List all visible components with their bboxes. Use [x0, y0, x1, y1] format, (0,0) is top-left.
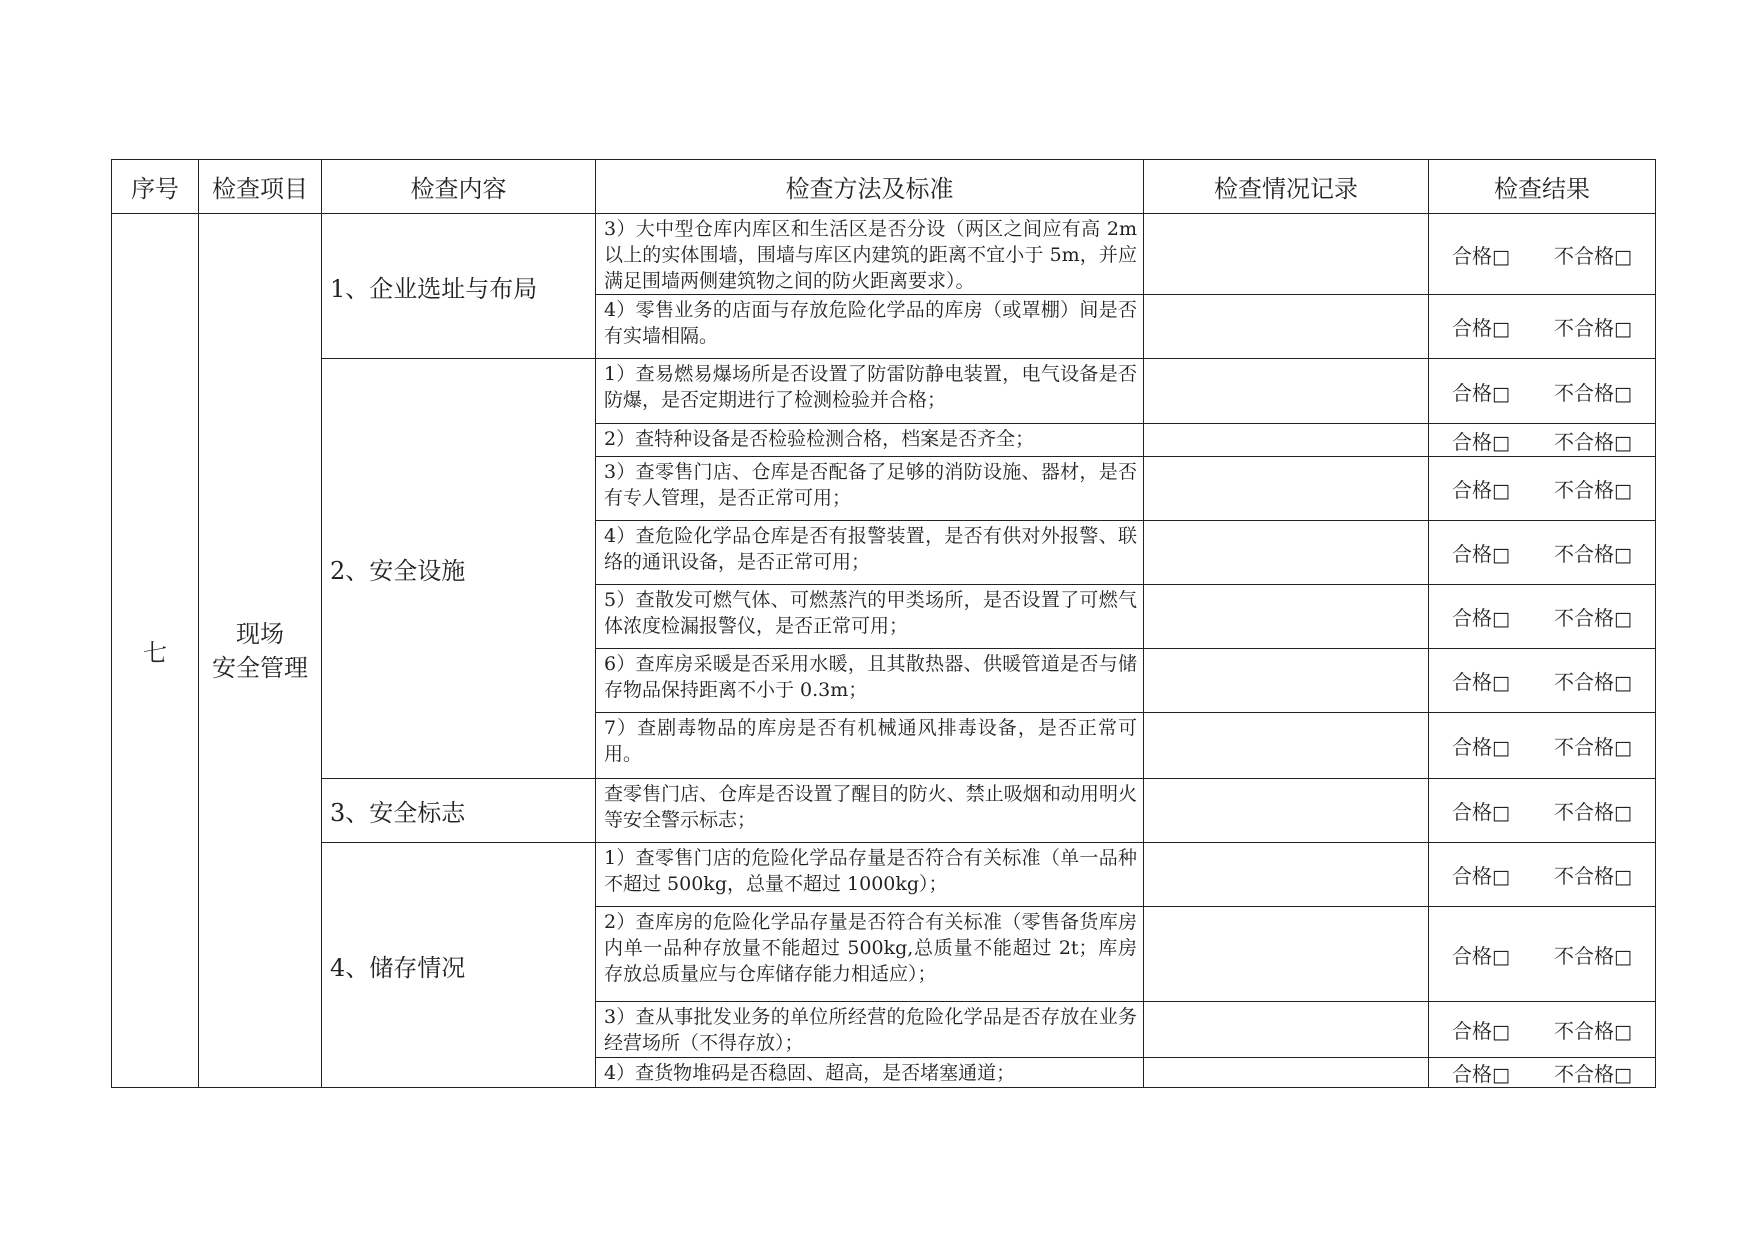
- pass-label: 合格: [1452, 316, 1493, 340]
- fail-option[interactable]: [1554, 430, 1632, 454]
- result-cell: [1429, 649, 1656, 713]
- fail-checkbox[interactable]: □: [1614, 544, 1632, 566]
- method-cell: [596, 1002, 1144, 1058]
- fail-option[interactable]: [1554, 864, 1632, 888]
- pass-label: 合格: [1452, 1019, 1493, 1043]
- method-text: 2）查库房的危险化学品存量是否符合有关标准（零售备货库房内单一品种存放量不能超过 500kg,总质量不能超过 2t；库房存放总质量应与仓库储存能力相适应）；: [604, 911, 1137, 985]
- result-cell: [1429, 585, 1656, 649]
- pass-checkbox[interactable]: □: [1492, 431, 1510, 454]
- record-cell[interactable]: [1144, 521, 1429, 585]
- method-text: 查零售门店、仓库是否设置了醒目的防火、禁止吸烟和动用明火等安全警示标志；: [604, 783, 1137, 831]
- header-method: 检查方法及标准: [596, 160, 1144, 214]
- method-cell: [596, 843, 1144, 907]
- fail-label: 不合格: [1554, 316, 1614, 340]
- record-cell[interactable]: [1144, 907, 1429, 1002]
- header-record: 检查情况记录: [1144, 160, 1429, 214]
- method-text: 4）查货物堆码是否稳固、超高，是否堵塞通道；: [604, 1062, 1016, 1084]
- fail-option[interactable]: [1554, 944, 1632, 968]
- method-cell: [596, 779, 1144, 843]
- fail-checkbox[interactable]: □: [1614, 802, 1632, 824]
- table-row: [112, 843, 1656, 907]
- method-cell: [596, 649, 1144, 713]
- result-cell: [1429, 843, 1656, 907]
- header-row: [112, 160, 1656, 214]
- fail-checkbox[interactable]: □: [1614, 1064, 1632, 1086]
- fail-label: 不合格: [1554, 606, 1614, 630]
- record-cell[interactable]: [1144, 214, 1429, 295]
- fail-checkbox[interactable]: □: [1614, 945, 1632, 968]
- fail-checkbox[interactable]: □: [1614, 245, 1632, 268]
- fail-checkbox[interactable]: □: [1614, 382, 1632, 405]
- item-line-2: 安全管理: [212, 653, 308, 682]
- table-row: [112, 359, 1656, 424]
- pass-checkbox[interactable]: □: [1492, 1064, 1510, 1086]
- fail-option[interactable]: [1554, 316, 1632, 340]
- pass-label: 合格: [1452, 429, 1493, 454]
- table-row: [112, 214, 1656, 295]
- fail-option[interactable]: [1554, 478, 1632, 502]
- result-cell: [1429, 779, 1656, 843]
- record-cell[interactable]: [1144, 779, 1429, 843]
- fail-label: 不合格: [1554, 735, 1614, 759]
- record-cell[interactable]: [1144, 1058, 1429, 1088]
- header-item: 检查项目: [199, 160, 322, 214]
- pass-option[interactable]: [1452, 377, 1510, 406]
- fail-label: 不合格: [1554, 380, 1614, 405]
- content-cell: 3、安全标志: [322, 779, 596, 843]
- fail-option[interactable]: [1554, 244, 1632, 268]
- result-cell: [1429, 1002, 1656, 1058]
- item-cell: [199, 214, 322, 1088]
- method-text: 2）查特种设备是否检验检测合格，档案是否齐全；: [604, 428, 1035, 450]
- fail-label: 不合格: [1554, 429, 1614, 454]
- method-text: 1）查易燃易爆场所是否设置了防雷防静电装置，电气设备是否防爆，是否定期进行了检测检验并合格；: [604, 363, 1137, 411]
- fail-option[interactable]: [1554, 606, 1632, 630]
- record-cell[interactable]: [1144, 457, 1429, 521]
- pass-checkbox[interactable]: □: [1492, 608, 1510, 630]
- method-text: 3）查零售门店、仓库是否配备了足够的消防设施、器材，是否有专人管理，是否正常可用；: [604, 461, 1137, 509]
- method-cell: [596, 521, 1144, 585]
- pass-label: 合格: [1452, 864, 1493, 888]
- record-cell[interactable]: [1144, 424, 1429, 457]
- fail-label: 不合格: [1554, 943, 1614, 968]
- method-text: 1）查零售门店的危险化学品存量是否符合有关标准（单一品种不超过 500kg，总量不超过 1000kg）；: [604, 847, 1137, 895]
- fail-option[interactable]: [1554, 1062, 1632, 1086]
- pass-option[interactable]: [1452, 731, 1510, 760]
- pass-label: 合格: [1452, 943, 1493, 968]
- pass-label: 合格: [1452, 1062, 1493, 1086]
- pass-option[interactable]: [1452, 860, 1510, 889]
- pass-label: 合格: [1452, 735, 1493, 759]
- pass-option[interactable]: [1452, 1058, 1510, 1087]
- pass-checkbox[interactable]: □: [1492, 802, 1510, 824]
- method-cell: [596, 1058, 1144, 1088]
- pass-option[interactable]: [1452, 796, 1510, 825]
- pass-label: 合格: [1452, 243, 1493, 268]
- pass-option[interactable]: [1452, 666, 1510, 695]
- pass-checkbox[interactable]: □: [1492, 866, 1510, 888]
- content-cell: 4、储存情况: [322, 843, 596, 1088]
- fail-label: 不合格: [1554, 243, 1614, 268]
- pass-label: 合格: [1452, 800, 1493, 824]
- result-cell: [1429, 457, 1656, 521]
- method-cell: [596, 214, 1144, 295]
- record-cell[interactable]: [1144, 649, 1429, 713]
- pass-option[interactable]: [1452, 426, 1510, 455]
- content-cell: 2、安全设施: [322, 359, 596, 779]
- pass-option[interactable]: [1452, 538, 1510, 567]
- method-cell: [596, 585, 1144, 649]
- pass-option[interactable]: [1452, 312, 1510, 341]
- pass-checkbox[interactable]: □: [1492, 318, 1510, 340]
- fail-checkbox[interactable]: □: [1614, 608, 1632, 630]
- method-text: 6）查库房采暖是否采用水暖，且其散热器、供暖管道是否与储存物品保持距离不小于 0.3m；: [604, 653, 1137, 701]
- record-cell[interactable]: [1144, 1002, 1429, 1058]
- method-cell: [596, 713, 1144, 779]
- fail-option[interactable]: [1554, 542, 1632, 566]
- table-row: [112, 779, 1656, 843]
- pass-option[interactable]: [1452, 1015, 1510, 1044]
- method-text: 4）查危险化学品仓库是否有报警装置，是否有供对外报警、联络的通讯设备，是否正常可用；: [604, 525, 1137, 573]
- fail-checkbox[interactable]: □: [1614, 737, 1632, 759]
- pass-checkbox[interactable]: □: [1492, 480, 1510, 502]
- fail-label: 不合格: [1554, 1019, 1614, 1043]
- pass-label: 合格: [1452, 606, 1493, 630]
- pass-checkbox[interactable]: □: [1492, 737, 1510, 759]
- result-cell: [1429, 359, 1656, 424]
- pass-option[interactable]: [1452, 602, 1510, 631]
- fail-option[interactable]: [1554, 381, 1632, 405]
- fail-checkbox[interactable]: □: [1614, 672, 1632, 694]
- pass-option[interactable]: [1452, 240, 1510, 269]
- pass-checkbox[interactable]: □: [1492, 1021, 1510, 1043]
- content-cell: 1、企业选址与布局: [322, 214, 596, 359]
- result-cell: [1429, 214, 1656, 295]
- pass-checkbox[interactable]: □: [1492, 382, 1510, 405]
- method-cell: [596, 295, 1144, 359]
- pass-option[interactable]: [1452, 940, 1510, 969]
- record-cell[interactable]: [1144, 359, 1429, 424]
- pass-label: 合格: [1452, 670, 1493, 694]
- method-text: 7）查剧毒物品的库房是否有机械通风排毒设备，是否正常可用。: [604, 717, 1137, 765]
- pass-checkbox[interactable]: □: [1492, 544, 1510, 566]
- fail-label: 不合格: [1554, 1062, 1614, 1086]
- pass-checkbox[interactable]: □: [1492, 245, 1510, 268]
- method-cell: [596, 359, 1144, 424]
- fail-option[interactable]: [1554, 1019, 1632, 1043]
- method-text: 3）大中型仓库内库区和生活区是否分设（两区之间应有高 2m 以上的实体围墙，围墙与库区内建筑的距离不宜小于 5m，并应满足围墙两侧建筑物之间的防火距离要求）。: [604, 218, 1137, 292]
- record-cell[interactable]: [1144, 843, 1429, 907]
- seq-cell: 七: [112, 214, 199, 1088]
- item-line-1: 现场: [236, 619, 284, 648]
- fail-checkbox[interactable]: □: [1614, 431, 1632, 454]
- method-text: 4）零售业务的店面与存放危险化学品的库房（或罩棚）间是否有实墙相隔。: [604, 299, 1137, 347]
- result-cell: [1429, 295, 1656, 359]
- result-cell: [1429, 1058, 1656, 1088]
- fail-label: 不合格: [1554, 542, 1614, 566]
- pass-option[interactable]: [1452, 474, 1510, 503]
- header-seq: 序号: [112, 160, 199, 214]
- record-cell[interactable]: [1144, 713, 1429, 779]
- fail-checkbox[interactable]: □: [1614, 318, 1632, 340]
- result-cell: [1429, 713, 1656, 779]
- pass-checkbox[interactable]: □: [1492, 672, 1510, 694]
- fail-label: 不合格: [1554, 864, 1614, 888]
- method-text: 3）查从事批发业务的单位所经营的危险化学品是否存放在业务经营场所（不得存放）；: [604, 1006, 1137, 1054]
- result-cell: [1429, 521, 1656, 585]
- method-cell: [596, 907, 1144, 1002]
- fail-checkbox[interactable]: □: [1614, 480, 1632, 502]
- fail-label: 不合格: [1554, 670, 1614, 694]
- fail-option[interactable]: [1554, 735, 1632, 759]
- result-cell: [1429, 907, 1656, 1002]
- pass-label: 合格: [1452, 478, 1493, 502]
- method-cell: [596, 424, 1144, 457]
- header-content: 检查内容: [322, 160, 596, 214]
- result-cell: [1429, 424, 1656, 457]
- fail-option[interactable]: [1554, 670, 1632, 694]
- method-cell: [596, 457, 1144, 521]
- inspection-table: [111, 159, 1656, 1088]
- pass-label: 合格: [1452, 542, 1493, 566]
- method-text: 5）查散发可燃气体、可燃蒸汽的甲类场所，是否设置了可燃气体浓度检漏报警仪，是否正常可用；: [604, 589, 1137, 637]
- fail-option[interactable]: [1554, 800, 1632, 824]
- fail-checkbox[interactable]: □: [1614, 1021, 1632, 1043]
- pass-checkbox[interactable]: □: [1492, 945, 1510, 968]
- pass-label: 合格: [1452, 380, 1493, 405]
- fail-label: 不合格: [1554, 800, 1614, 824]
- record-cell[interactable]: [1144, 295, 1429, 359]
- header-result: 检查结果: [1429, 160, 1656, 214]
- fail-checkbox[interactable]: □: [1614, 866, 1632, 888]
- fail-label: 不合格: [1554, 478, 1614, 502]
- record-cell[interactable]: [1144, 585, 1429, 649]
